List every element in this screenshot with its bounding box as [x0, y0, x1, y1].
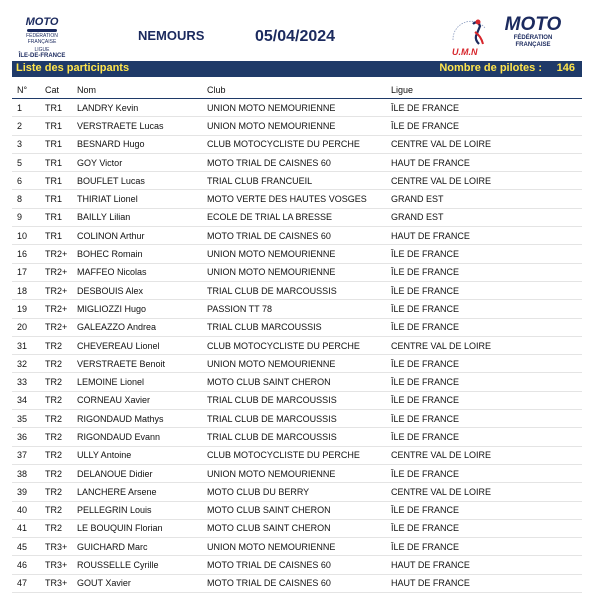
cell-name: LANCHERE Arsene: [77, 483, 207, 501]
table-row: [12, 464, 582, 482]
umn-logo-graphic: [445, 14, 495, 58]
cell-ligue: ÎLE DE FRANCE: [391, 99, 582, 117]
cell-club: TRIAL CLUB MARCOUSSIS: [207, 318, 391, 336]
cell-ligue: ÎLE DE FRANCE: [391, 281, 582, 299]
cell-club: MOTO TRIAL DE CAISNES 60: [207, 227, 391, 245]
cell-number: 38: [12, 464, 45, 482]
cell-category: TR2: [45, 391, 77, 409]
cell-number: 17: [12, 263, 45, 281]
cell-number: 35: [12, 410, 45, 428]
cell-name: ROUSSELLE Cyrille: [77, 556, 207, 574]
table-row: [12, 355, 582, 373]
cell-club: TRIAL CLUB DE MARCOUSSIS: [207, 410, 391, 428]
cell-number: 3: [12, 135, 45, 153]
cell-club: TRIAL CLUB DE MARCOUSSIS: [207, 428, 391, 446]
cell-number: 2: [12, 117, 45, 135]
cell-name: CORNEAU Xavier: [77, 391, 207, 409]
ligue-logo-subtitle: FÉDÉRATION FRANÇAISE: [26, 33, 58, 45]
cell-category: TR2+: [45, 245, 77, 263]
table-row: [12, 483, 582, 501]
cell-name: DESBOUIS Alex: [77, 281, 207, 299]
umn-logo-text: U.M.N: [452, 47, 478, 57]
cell-name: MAFFEO Nicolas: [77, 263, 207, 281]
table-row: [12, 373, 582, 391]
banner-title: Liste des participants: [16, 62, 130, 74]
cell-category: TR3+: [45, 556, 77, 574]
cell-name: BOHEC Romain: [77, 245, 207, 263]
cell-ligue: HAUT DE FRANCE: [391, 556, 582, 574]
cell-club: TRIAL CLUB FRANCUEIL: [207, 172, 391, 190]
cell-category: TR2: [45, 410, 77, 428]
cell-name: ULLY Antoine: [77, 446, 207, 464]
cell-number: 39: [12, 483, 45, 501]
table-row: [12, 410, 582, 428]
event-place: NEMOURS: [138, 28, 205, 43]
cell-ligue: ÎLE DE FRANCE: [391, 373, 582, 391]
cell-club: MOTO TRIAL DE CAISNES 60: [207, 153, 391, 171]
pilot-count: 146: [556, 62, 575, 74]
cell-club: UNION MOTO NEMOURIENNE: [207, 355, 391, 373]
cell-club: UNION MOTO NEMOURIENNE: [207, 263, 391, 281]
cell-club: MOTO CLUB DU BERRY: [207, 483, 391, 501]
column-header-name: Nom: [77, 82, 207, 99]
cell-category: TR2: [45, 446, 77, 464]
cell-club: UNION MOTO NEMOURIENNE: [207, 538, 391, 556]
cell-number: 5: [12, 153, 45, 171]
cell-ligue: HAUT DE FRANCE: [391, 227, 582, 245]
cell-category: TR2: [45, 373, 77, 391]
ffm-logo-brand: MOTO: [504, 14, 562, 35]
cell-number: 20: [12, 318, 45, 336]
cell-category: TR2: [45, 464, 77, 482]
table-row: [12, 135, 582, 153]
cell-club: MOTO TRIAL DE CAISNES 60: [207, 556, 391, 574]
cell-ligue: ÎLE DE FRANCE: [391, 538, 582, 556]
cell-club: UNION MOTO NEMOURIENNE: [207, 464, 391, 482]
cell-number: 19: [12, 300, 45, 318]
table-row: [12, 117, 582, 135]
ffm-logo-subtitle: FÉDÉRATION FRANÇAISE: [513, 35, 553, 48]
table-row: [12, 318, 582, 336]
cell-name: GUICHARD Marc: [77, 538, 207, 556]
table-row: [12, 501, 582, 519]
cell-category: TR1: [45, 117, 77, 135]
cell-number: 45: [12, 538, 45, 556]
cell-club: TRIAL CLUB DE MARCOUSSIS: [207, 391, 391, 409]
cell-category: TR2: [45, 483, 77, 501]
cell-name: VERSTRAETE Lucas: [77, 117, 207, 135]
cell-category: TR3+: [45, 538, 77, 556]
cell-name: GOUT Xavier: [77, 574, 207, 592]
cell-name: COLINON Arthur: [77, 227, 207, 245]
cell-name: LE BOUQUIN Florian: [77, 519, 207, 537]
ffm-logo: [503, 15, 563, 55]
cell-name: DELANOUE Didier: [77, 464, 207, 482]
cell-number: 46: [12, 556, 45, 574]
cell-name: BOUFLET Lucas: [77, 172, 207, 190]
table-row: [12, 336, 582, 354]
cell-ligue: CENTRE VAL DE LOIRE: [391, 446, 582, 464]
pilot-count-label: Nombre de pilotes :: [439, 62, 542, 74]
cell-ligue: HAUT DE FRANCE: [391, 153, 582, 171]
cell-club: CLUB MOTOCYCLISTE DU PERCHE: [207, 336, 391, 354]
table-row: [12, 574, 582, 592]
ligue-idf-logo: [12, 16, 72, 59]
cell-ligue: CENTRE VAL DE LOIRE: [391, 336, 582, 354]
cell-ligue: ÎLE DE FRANCE: [391, 245, 582, 263]
cell-club: UNION MOTO NEMOURIENNE: [207, 245, 391, 263]
cell-category: TR2: [45, 428, 77, 446]
cell-number: 31: [12, 336, 45, 354]
cell-club: MOTO CLUB SAINT CHERON: [207, 373, 391, 391]
cell-number: 41: [12, 519, 45, 537]
cell-ligue: HAUT DE FRANCE: [391, 574, 582, 592]
cell-category: TR2+: [45, 263, 77, 281]
cell-category: TR2: [45, 355, 77, 373]
cell-ligue: ÎLE DE FRANCE: [391, 318, 582, 336]
cell-club: UNION MOTO NEMOURIENNE: [207, 117, 391, 135]
cell-club: CLUB MOTOCYCLISTE DU PERCHE: [207, 135, 391, 153]
cell-number: 8: [12, 190, 45, 208]
ligue-logo-region: ÎLE-DE-FRANCE: [18, 53, 66, 59]
cell-club: MOTO CLUB SAINT CHERON: [207, 501, 391, 519]
cell-category: TR1: [45, 153, 77, 171]
cell-ligue: ÎLE DE FRANCE: [391, 263, 582, 281]
table-header-row: [12, 82, 582, 99]
cell-ligue: ÎLE DE FRANCE: [391, 355, 582, 373]
cell-category: TR1: [45, 227, 77, 245]
cell-club: CLUB MOTOCYCLISTE DU PERCHE: [207, 446, 391, 464]
cell-ligue: ÎLE DE FRANCE: [391, 410, 582, 428]
ligue-logo-swoosh: [27, 29, 57, 32]
cell-ligue: ÎLE DE FRANCE: [391, 428, 582, 446]
table-row: [12, 190, 582, 208]
cell-number: 32: [12, 355, 45, 373]
table-row: [12, 245, 582, 263]
table-row: [12, 446, 582, 464]
cell-category: TR2+: [45, 300, 77, 318]
cell-category: TR1: [45, 135, 77, 153]
cell-name: LANDRY Kevin: [77, 99, 207, 117]
cell-name: RIGONDAUD Mathys: [77, 410, 207, 428]
cell-category: TR1: [45, 99, 77, 117]
cell-ligue: ÎLE DE FRANCE: [391, 519, 582, 537]
cell-category: TR1: [45, 208, 77, 226]
cell-club: MOTO TRIAL DE CAISNES 60: [207, 574, 391, 592]
cell-name: GALEAZZO Andrea: [77, 318, 207, 336]
cell-ligue: ÎLE DE FRANCE: [391, 391, 582, 409]
cell-name: GOY Victor: [77, 153, 207, 171]
table-header: [12, 82, 582, 99]
table-row: [12, 227, 582, 245]
cell-number: 47: [12, 574, 45, 592]
column-header-club: Club: [207, 82, 391, 99]
cell-club: UNION MOTO NEMOURIENNE: [207, 99, 391, 117]
cell-ligue: CENTRE VAL DE LOIRE: [391, 135, 582, 153]
event-date: 05/04/2024: [255, 28, 336, 45]
table-row: [12, 172, 582, 190]
umn-logo: [445, 14, 495, 58]
table-row: [12, 519, 582, 537]
table-row: [12, 428, 582, 446]
cell-ligue: ÎLE DE FRANCE: [391, 300, 582, 318]
cell-club: ECOLE DE TRIAL LA BRESSE: [207, 208, 391, 226]
cell-number: 36: [12, 428, 45, 446]
cell-name: CHEVEREAU Lionel: [77, 336, 207, 354]
cell-category: TR1: [45, 190, 77, 208]
cell-category: TR3+: [45, 574, 77, 592]
cell-category: TR2: [45, 519, 77, 537]
cell-name: MIGLIOZZI Hugo: [77, 300, 207, 318]
column-header-number: N°: [12, 82, 45, 99]
cell-ligue: CENTRE VAL DE LOIRE: [391, 172, 582, 190]
cell-number: 37: [12, 446, 45, 464]
cell-number: 16: [12, 245, 45, 263]
table-row: [12, 263, 582, 281]
cell-number: 40: [12, 501, 45, 519]
cell-ligue: ÎLE DE FRANCE: [391, 464, 582, 482]
ligue-logo-brand: MOTO: [25, 16, 59, 28]
cell-club: MOTO CLUB SAINT CHERON: [207, 519, 391, 537]
table-body: [12, 99, 582, 593]
cell-ligue: ÎLE DE FRANCE: [391, 117, 582, 135]
table-row: [12, 391, 582, 409]
cell-name: THIRIAT Lionel: [77, 190, 207, 208]
cell-name: RIGONDAUD Evann: [77, 428, 207, 446]
table-row: [12, 99, 582, 117]
cell-category: TR2: [45, 336, 77, 354]
table-row: [12, 538, 582, 556]
column-header-category: Cat: [45, 82, 77, 99]
cell-club: TRIAL CLUB DE MARCOUSSIS: [207, 281, 391, 299]
table-row: [12, 153, 582, 171]
cell-ligue: ÎLE DE FRANCE: [391, 501, 582, 519]
cell-name: VERSTRAETE Benoit: [77, 355, 207, 373]
cell-number: 34: [12, 391, 45, 409]
cell-name: LEMOINE Lionel: [77, 373, 207, 391]
cell-category: TR1: [45, 172, 77, 190]
cell-club: MOTO VERTE DES HAUTES VOSGES: [207, 190, 391, 208]
cell-club: PASSION TT 78: [207, 300, 391, 318]
cell-name: PELLEGRIN Louis: [77, 501, 207, 519]
cell-ligue: CENTRE VAL DE LOIRE: [391, 483, 582, 501]
cell-number: 10: [12, 227, 45, 245]
cell-name: BAILLY Lilian: [77, 208, 207, 226]
table-row: [12, 281, 582, 299]
cell-category: TR2: [45, 501, 77, 519]
cell-number: 18: [12, 281, 45, 299]
cell-number: 6: [12, 172, 45, 190]
column-header-ligue: Ligue: [391, 82, 582, 99]
cell-number: 33: [12, 373, 45, 391]
table-row: [12, 300, 582, 318]
ligue-logo-ligue: LIGUE: [34, 47, 50, 53]
cell-number: 1: [12, 99, 45, 117]
cell-name: BESNARD Hugo: [77, 135, 207, 153]
cell-number: 9: [12, 208, 45, 226]
cell-category: TR2+: [45, 318, 77, 336]
table-row: [12, 208, 582, 226]
page-header: [0, 0, 600, 58]
cell-ligue: GRAND EST: [391, 190, 582, 208]
cell-ligue: GRAND EST: [391, 208, 582, 226]
table-row: [12, 556, 582, 574]
participants-table: [12, 82, 582, 593]
cell-category: TR2+: [45, 281, 77, 299]
participants-banner: [12, 61, 582, 77]
